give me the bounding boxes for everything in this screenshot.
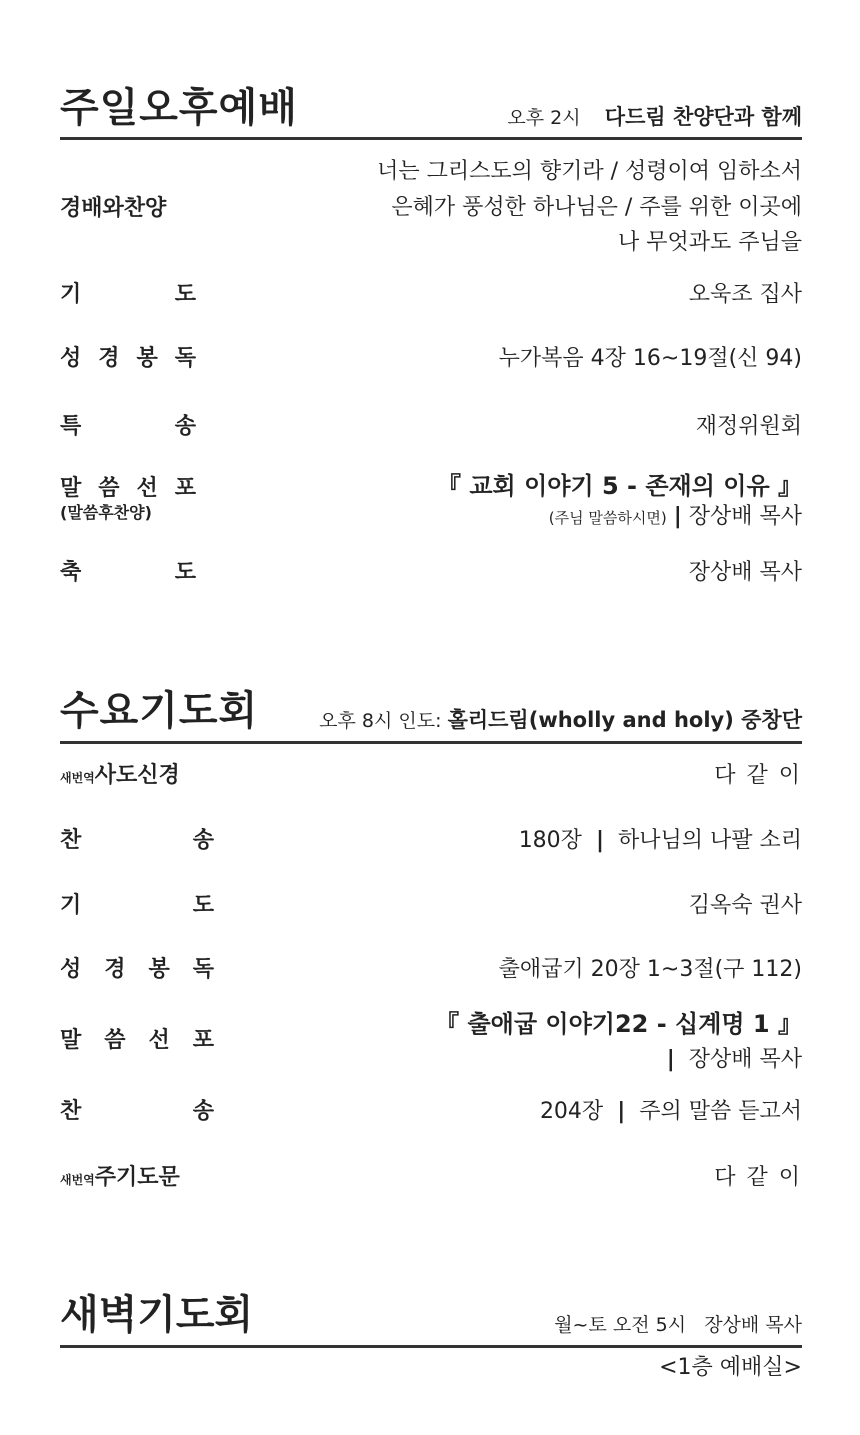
- lords-prayer-title: 주기도문: [94, 1165, 180, 1190]
- hymn2-label: [60, 1097, 214, 1127]
- label-char: 독: [174, 346, 196, 371]
- label-char: 독: [192, 957, 214, 982]
- wednesday-divider: [60, 741, 802, 744]
- hymn2-number: 204장: [539, 1099, 604, 1124]
- dawn-title: 새벽기도회: [60, 1292, 254, 1338]
- sunday-divider: [60, 137, 802, 140]
- wednesday-reading-value: 출애굽기 20장 1~3절(구 112): [498, 957, 802, 982]
- creed-prefix: 새번역: [60, 771, 95, 785]
- label-char: 봉: [148, 957, 170, 982]
- label-char: 포: [174, 476, 196, 501]
- sermon-preacher: 장상배 목사: [688, 1047, 802, 1072]
- label-char: 봉: [136, 346, 158, 371]
- sermon-preacher: 장상배 목사: [688, 504, 802, 529]
- label-char: 축: [60, 560, 82, 585]
- label-char: 말: [60, 476, 82, 501]
- sunday-blessing-value: 장상배 목사: [688, 560, 802, 585]
- hymn1-title: 하나님의 나팔 소리: [617, 828, 802, 853]
- hymn2-value: [540, 1097, 802, 1127]
- label-char: 송: [192, 828, 214, 853]
- worship-song-2: 은혜가 풍성한 하나님은 / 주를 위한 이곳에: [391, 195, 802, 220]
- label-char: 선: [148, 1028, 170, 1053]
- label-char: 성: [60, 346, 82, 371]
- wednesday-sermon-preacher-line: [667, 1045, 802, 1075]
- sunday-time: 오후 2시: [507, 107, 581, 129]
- label-char: 씀: [104, 1028, 126, 1053]
- sunday-reading-label: [60, 344, 196, 374]
- dawn-location: <1층 예배실>: [659, 1355, 802, 1380]
- label-char: 송: [174, 414, 196, 439]
- separator: |: [595, 828, 604, 853]
- dawn-header-info: [554, 1312, 802, 1338]
- sunday-prayer-label: [60, 280, 196, 310]
- dawn-schedule: 월~토 오전 5시: [554, 1314, 687, 1336]
- lords-prayer-value: 다 같 이: [714, 1165, 802, 1190]
- wednesday-header-info: [319, 707, 802, 734]
- label-char: 송: [192, 1099, 214, 1124]
- separator: |: [673, 504, 682, 529]
- sermon-note: (주님 말씀하시면): [548, 509, 667, 527]
- label-char: 도: [174, 560, 196, 585]
- label-char: 말: [60, 1028, 82, 1053]
- wednesday-leader: 홀리드림(wholly and holy) 중창단: [447, 708, 802, 732]
- wednesday-prayer-value: 김옥숙 권사: [688, 893, 802, 918]
- label-char: 경: [98, 346, 120, 371]
- label-char: 선: [136, 476, 158, 501]
- hymn1-label: [60, 826, 214, 856]
- worship-song-1: 너는 그리스도의 향기라 / 성령이여 임하소서: [377, 159, 802, 184]
- sunday-sermon-label: [60, 474, 196, 504]
- creed-label: [60, 761, 180, 793]
- sunday-special-label: [60, 412, 196, 442]
- label-char: 씀: [98, 476, 120, 501]
- label-char: 찬: [60, 1099, 82, 1124]
- label-char: 포: [192, 1028, 214, 1053]
- label-char: 특: [60, 414, 82, 439]
- sunday-sermon-title: 『 교회 이야기 5 - 존재의 이유 』: [437, 472, 802, 500]
- sunday-prayer-value: 오욱조 집사: [688, 282, 802, 307]
- sunday-reading-value: 누가복음 4장 16~19절(신 94): [498, 346, 802, 371]
- worship-song-3: 나 무엇과도 주님을: [617, 230, 802, 255]
- sunday-header-info: [507, 104, 802, 131]
- sunday-leader: 다드림 찬양단과 함께: [604, 105, 802, 129]
- worship-label: 경배와찬양: [60, 196, 167, 221]
- wednesday-prayer-label: [60, 891, 214, 921]
- hymn2-title: 주의 말씀 듣고서: [639, 1099, 802, 1124]
- sunday-title: 주일오후예배: [60, 85, 298, 131]
- label-char: 경: [104, 957, 126, 982]
- wednesday-title: 수요기도회: [60, 688, 259, 734]
- sunday-sermon-preacher-line: [549, 502, 802, 533]
- sunday-blessing-label: [60, 558, 196, 588]
- wednesday-reading-label: [60, 955, 214, 985]
- hymn1-value: [519, 826, 802, 856]
- creed-value: 다 같 이: [714, 763, 802, 788]
- lords-prayer-prefix: 새번역: [60, 1173, 95, 1187]
- label-char: 성: [60, 957, 82, 982]
- creed-title: 사도신경: [94, 763, 180, 788]
- sunday-sermon-sublabel: (말씀후찬양): [60, 503, 152, 522]
- separator: |: [666, 1047, 675, 1072]
- wednesday-sermon-label: [60, 1026, 214, 1056]
- wednesday-leader-prefix: 인도:: [398, 710, 442, 732]
- label-char: 도: [192, 893, 214, 918]
- wednesday-sermon-title: 『 출애굽 이야기22 - 십계명 1 』: [435, 1010, 802, 1038]
- label-char: 기: [60, 282, 82, 307]
- wednesday-time: 오후 8시: [319, 710, 393, 732]
- label-char: 찬: [60, 828, 82, 853]
- dawn-leader: 장상배 목사: [704, 1314, 802, 1336]
- label-char: 기: [60, 893, 82, 918]
- lords-prayer-label: [60, 1163, 180, 1195]
- hymn1-number: 180장: [518, 828, 582, 853]
- sunday-special-value: 재정위원회: [695, 414, 802, 439]
- separator: |: [617, 1099, 626, 1124]
- label-char: 도: [174, 282, 196, 307]
- dawn-divider: [60, 1345, 802, 1348]
